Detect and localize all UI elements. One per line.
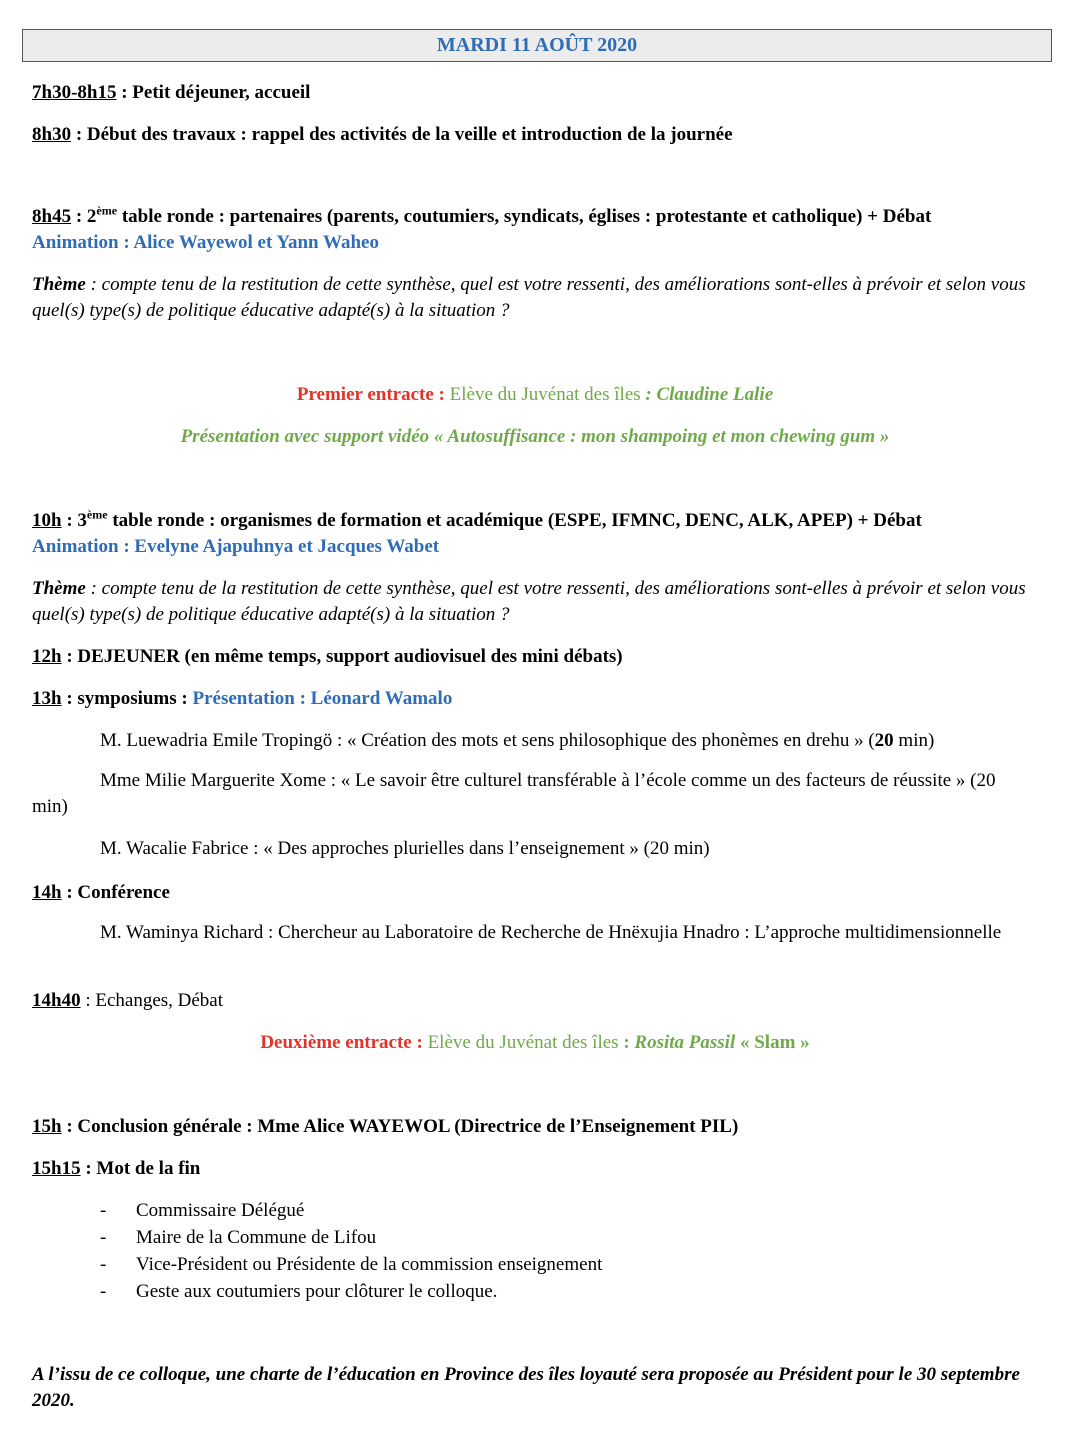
agenda-conclusion (32, 1114, 1052, 1140)
ordinal-suffix: ème (96, 203, 118, 218)
animation-round3: Animation : Evelyne Ajapuhnya et Jacques Wabet (32, 536, 440, 557)
agenda-conference (32, 880, 1052, 906)
intermission-school: Elève du Juvénat des îles (449, 384, 646, 405)
intermission2 (0, 1030, 1070, 1056)
time-label: 15h15 (32, 1158, 81, 1179)
symposia-presentation: Présentation : Léonard Wamalo (192, 688, 453, 709)
intermission1 (0, 382, 1070, 408)
talk-duration: 20 (874, 730, 894, 751)
theme-label: Thème (32, 578, 86, 599)
theme-text: : compte tenu de la restitution de cette synthèse, quel est votre ressenti, des améliorations sont-elles à prévoir et selon vous quel(s) type(s) de politique éducative adapté(s) à la situation ? (32, 274, 1026, 321)
agenda-text: : Mot de la fin (80, 1158, 201, 1179)
talk-duration-unit: min) (893, 730, 935, 751)
agenda-text: : Petit déjeuner, accueil (116, 82, 311, 103)
closing-list (32, 1197, 1052, 1305)
talk-1 (32, 728, 1052, 754)
agenda-round2 (32, 204, 1052, 230)
agenda-text: : Echanges, Débat (80, 990, 224, 1011)
agenda-round3 (32, 508, 1052, 534)
agenda-text: : symposiums : (61, 688, 193, 709)
intermission-colon: : (623, 1032, 635, 1053)
intermission-school: Elève du Juvénat des îles (427, 1032, 624, 1053)
theme-text: : compte tenu de la restitution de cette synthèse, quel est votre ressenti, des améliorations sont-elles à prévoir et selon vous quel(s) type(s) de politique éducative adapté(s) à la situation ? (32, 578, 1026, 625)
time-label: 14h (32, 882, 62, 903)
round-number: : 3 (61, 510, 87, 531)
intermission1-presentation: Présentation avec support vidéo « Autosuffisance : mon shampoing et mon chewing gum » (180, 426, 890, 447)
time-label: 8h30 (32, 124, 72, 145)
agenda-lunch (32, 644, 1052, 670)
intermission-label: Deuxième entracte : (260, 1032, 428, 1053)
agenda-symposia (32, 686, 1052, 712)
time-label: 8h45 (32, 206, 72, 227)
theme-label: Thème (32, 274, 86, 295)
theme-round3 (32, 576, 1052, 628)
agenda-exchanges (32, 988, 1052, 1014)
time-label: 7h30-8h15 (32, 82, 117, 103)
closing-list-wrap (32, 1197, 1052, 1305)
list-item: - Commissaire Délégué (32, 1197, 1052, 1224)
agenda-text: : DEJEUNER (en même temps, support audiovisuel des mini débats) (61, 646, 623, 667)
agenda-text: : Conférence (61, 882, 170, 903)
ordinal-suffix: ème (86, 507, 108, 522)
talk-text: M. Luewadria Emile Tropingö : « Création des mots et sens philosophique des phonèmes en drehu » ( (100, 730, 875, 751)
conference-detail: M. Waminya Richard : Chercheur au Laboratoire de Recherche de Hnëxujia Hnadro : L’approche multidimensionnelle (100, 922, 1002, 943)
page-title: MARDI 11 AOÛT 2020 (22, 29, 1052, 62)
time-label: 15h (32, 1116, 62, 1137)
footer-note: A l’issu de ce colloque, une charte de l’éducation en Province des îles loyauté sera proposée au Président pour le 30 septembre 2020. (32, 1364, 1020, 1411)
intermission-label: Premier entracte : (296, 384, 450, 405)
intermission-slam: « Slam » (735, 1032, 810, 1053)
theme-round2 (32, 272, 1052, 324)
agenda-text: table ronde : partenaires (parents, coutumiers, syndicats, églises : protestante et catholique) + Débat (117, 206, 932, 227)
time-label: 13h (32, 688, 62, 709)
list-item: - Maire de la Commune de Lifou (32, 1224, 1052, 1251)
list-item: - Geste aux coutumiers pour clôturer le colloque. (32, 1278, 1052, 1305)
agenda-breakfast (32, 80, 1052, 106)
talk-2: Mme Milie Marguerite Xome : « Le savoir être culturel transférable à l’école comme un des facteurs de réussite » (20 min) (32, 770, 996, 817)
agenda-closing (32, 1156, 1052, 1182)
time-label: 14h40 (32, 990, 81, 1011)
agenda-text: table ronde : organismes de formation et académique (ESPE, IFMNC, DENC, ALK, APEP) + Débat (107, 510, 922, 531)
agenda-text: : Conclusion générale : Mme Alice WAYEWOL (Directrice de l’Enseignement PIL) (61, 1116, 739, 1137)
time-label: 12h (32, 646, 62, 667)
intermission-name: Rosita Passil (634, 1032, 736, 1053)
talk-3: M. Wacalie Fabrice : « Des approches plurielles dans l’enseignement » (20 min) (100, 838, 710, 859)
animation-round2: Animation : Alice Wayewol et Yann Waheo (32, 232, 379, 253)
intermission-name: : Claudine Lalie (645, 384, 774, 405)
agenda-start (32, 122, 1052, 148)
time-label: 10h (32, 510, 62, 531)
round-number: : 2 (71, 206, 97, 227)
list-item: - Vice-Président ou Présidente de la commission enseignement (32, 1251, 1052, 1278)
agenda-text: : Début des travaux : rappel des activités de la veille et introduction de la journée (71, 124, 733, 145)
